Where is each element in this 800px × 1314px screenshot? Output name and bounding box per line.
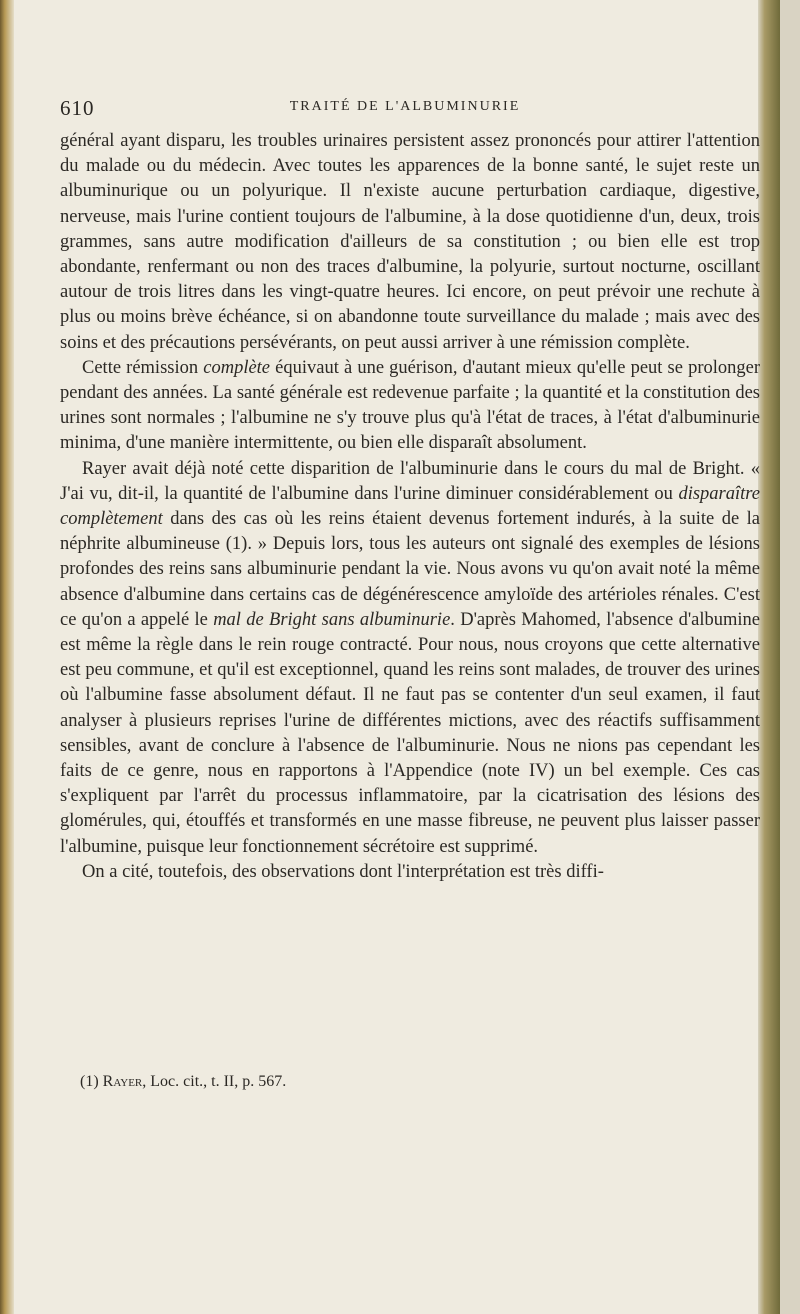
footnote-reference: , Loc. cit., t. II, p. 567. — [142, 1073, 287, 1090]
footnote-marker: (1) — [80, 1073, 103, 1090]
italic-term: complète — [203, 357, 271, 378]
body-text — [60, 129, 760, 885]
running-header — [60, 96, 750, 122]
paragraph-text: . D'après Mahomed, l'absence d'albumine est même la règle dans le rein rouge contracté. Pour nous, nous croyons que cette alternative est peu commune, et qu'il est exceptionnel, quand les reins sont malades, de trouver des urines où l'albumine fasse absolument défaut. Il ne faut pas se contenter d'un seul examen, il faut analyser à plusieurs reprises l'urine de différentes mictions, avec des réactifs suffisamment sensibles, avant de conclure à l'absence de l'albuminurie. Nous ne nions pas cependant les faits de ce genre, nous en rapportons à l'Appendice (note IV) un bel exemple. Ces cas s'expliquent par l'arrêt du processus inflammatoire, par la cicatrisation des lésions des glomérules, qui, étouffés et transformés en une masse fibreuse, ne peuvent plus laisser passer l'albumine, puisque leur fonctionnement sécrétoire est supprimé. — [60, 609, 760, 857]
page-number: 610 — [60, 96, 95, 120]
italic-term: mal de Bright sans albuminurie — [213, 609, 451, 630]
paragraph-1 — [60, 129, 760, 356]
footnote — [80, 1073, 720, 1091]
paragraph-2 — [60, 356, 760, 457]
paragraph-4 — [60, 860, 760, 885]
paragraph-text: Cette rémission — [82, 357, 204, 378]
footnote-author: Rayer — [102, 1073, 143, 1090]
paragraph-text: On a cité, toutefois, des observations dont l'interprétation est très diffi- — [82, 861, 604, 882]
paragraph-text: dans des cas où les reins étaient devenus fortement indurés, à la suite de la néphrite albumineuse (1). » Depuis lors, tous les auteurs ont signalé des exemples de lésions profondes des reins sans albuminurie pendant la vie. Nous avons vu qu'on avait noté la même absence d'albumine dans certains cas de dégénérescence amyloïde des artérioles rénales. C'est ce qu'on a appelé le — [60, 509, 760, 630]
paragraph-text: équivaut à une guérison, d'autant mieux qu'elle peut se prolonger pendant des années. La santé générale est redevenue parfaite ; la quantité et la constitution des urines sont normales ; l'albumine ne s'y trouve plus qu'à l'état de traces, à l'état d'albuminurie minima, d'une manière intermittente, ou bien elle disparaît absolument. — [60, 357, 761, 454]
page-fore-edge — [758, 0, 780, 1314]
paragraph-text: Rayer avait déjà noté cette disparition de l'albuminurie dans le cours du mal de Bright. « J'ai vu, dit-il, la quantité de l'albumine dans l'urine diminuer considérablement ou — [60, 458, 760, 504]
paragraph-3 — [60, 457, 760, 860]
italic-term: disparaître complètement — [60, 483, 760, 530]
running-title: TRAITÉ DE L'ALBUMINURIE — [289, 99, 521, 114]
paragraph-text: général ayant disparu, les troubles urinaires persistent assez prononcés pour attirer l'attention du malade ou du médecin. Avec toutes les apparences de la bonne santé, le sujet reste un albuminurique ou un polyurique. Il n'existe aucune perturbation cardiaque, digestive, nerveuse, mais l'urine contient toujours de l'albumine, à la dose quotidienne d'un, deux, trois grammes, sans autre modification d'ailleurs de sa constitution ; ou bien elle est trop abondante, renfermant ou non des traces d'albumine, la polyurie, surtout nocturne, oscillant autour de trois litres dans les vingt-quatre heures. Ici encore, on peut prévoir une rechute à plus ou moins brève échéance, si on abandonne toute surveillance du malade ; mais avec des soins et des précautions persévérants, on peut aussi arriver à une rémission complète. — [60, 131, 760, 353]
page-binding-edge — [0, 0, 14, 1314]
